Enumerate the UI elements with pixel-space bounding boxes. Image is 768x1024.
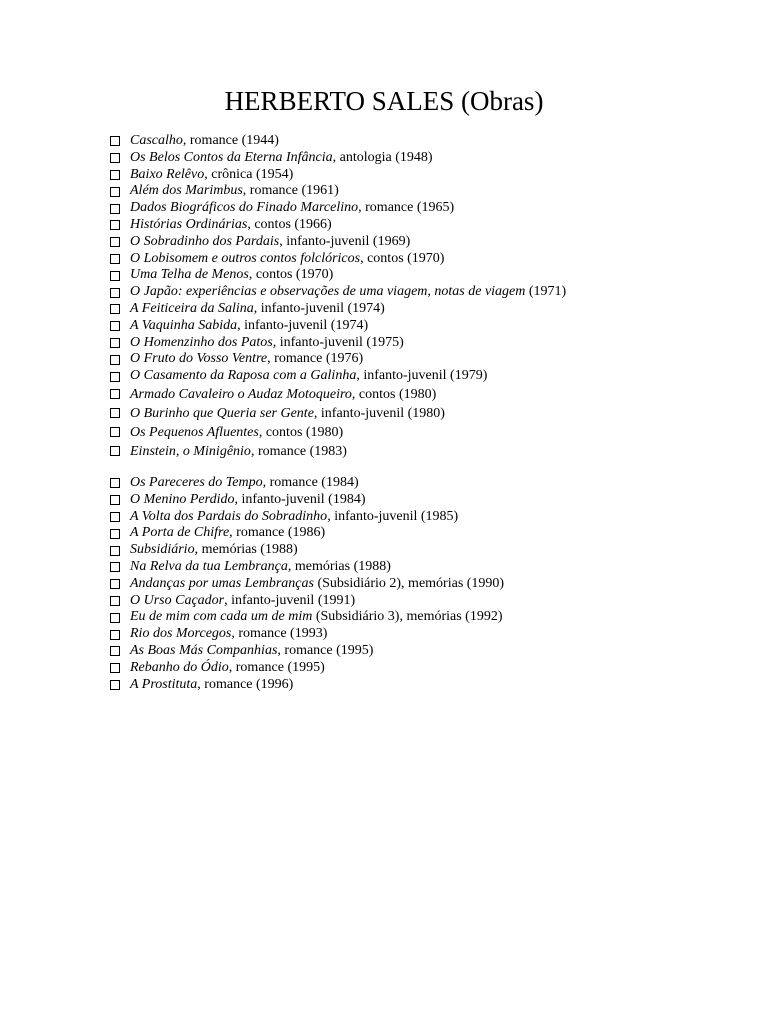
- list-item: [110, 351, 750, 368]
- work-title: O Fruto do Vosso Ventre: [130, 351, 268, 367]
- work-title: Histórias Ordinárias: [130, 216, 248, 232]
- checkbox-bullet-icon: [110, 680, 120, 690]
- work-title: Baixo Relêvo: [130, 166, 205, 182]
- work-details: , romance (1996): [197, 676, 294, 692]
- checkbox-bullet-icon: [110, 304, 120, 314]
- work-details: , contos (1966): [247, 216, 332, 232]
- checkbox-bullet-icon: [110, 220, 120, 230]
- work-details: , infanto-juvenil (1985): [327, 508, 459, 524]
- checkbox-bullet-icon: [110, 170, 120, 180]
- work-title: O Menino Perdido: [130, 491, 235, 507]
- checkbox-bullet-icon: [110, 408, 120, 418]
- work-title: A Porta de Chifre: [130, 525, 230, 541]
- list-item: [110, 475, 750, 492]
- checkbox-bullet-icon: [110, 427, 120, 437]
- list-item: [110, 593, 750, 610]
- work-title: Dados Biográficos do Finado Marcelino: [130, 200, 359, 216]
- work-details: , romance (1995): [277, 642, 374, 658]
- list-item: [110, 525, 750, 542]
- work-title: O Lobisomem e outros contos folclóricos: [130, 250, 361, 266]
- work-details: , antologia (1948): [332, 149, 433, 165]
- work-details: , contos (1970): [248, 267, 334, 283]
- work-details: , romance (1944): [182, 133, 279, 148]
- list-item: [110, 167, 750, 184]
- list-item: [110, 183, 750, 200]
- work-title: Andanças por umas Lembranças: [130, 575, 314, 591]
- checkbox-bullet-icon: [110, 646, 120, 656]
- work-title: O Casamento da Raposa com a Galinha: [130, 368, 357, 384]
- work-details: , romance (1965): [358, 200, 455, 216]
- list-item: [110, 133, 750, 150]
- list-item: [110, 318, 750, 335]
- work-title: O Burinho que Queria ser Gente: [130, 405, 314, 421]
- list-item: [110, 251, 750, 268]
- list-item: [110, 267, 750, 284]
- work-title: O Sobradinho dos Pardais: [130, 233, 280, 249]
- list-item: [110, 542, 750, 559]
- list-item: [110, 626, 750, 643]
- checkbox-bullet-icon: [110, 372, 120, 382]
- checkbox-bullet-icon: [110, 529, 120, 539]
- work-details: , contos (1980): [351, 386, 437, 402]
- checkbox-bullet-icon: [110, 613, 120, 623]
- work-title: Subsidiário: [130, 542, 195, 558]
- list-item: [110, 200, 750, 217]
- checkbox-bullet-icon: [110, 355, 120, 365]
- checkbox-bullet-icon: [110, 153, 120, 163]
- list-item: [110, 643, 750, 660]
- list-item: [110, 301, 750, 318]
- work-title: Rio dos Morcegos: [130, 626, 232, 642]
- work-title: Einstein, o Minigênio: [130, 443, 251, 459]
- work-title: A Volta dos Pardais do Sobradinho: [130, 508, 328, 524]
- checkbox-bullet-icon: [110, 579, 120, 589]
- list-item: [110, 217, 750, 234]
- work-details: , infanto-juvenil (1974): [237, 317, 369, 333]
- work-details: , infanto-juvenil (1991): [224, 592, 356, 608]
- work-title: Rebanho do Ódio: [130, 659, 229, 675]
- list-item: [110, 660, 750, 677]
- list-item: [110, 423, 750, 442]
- checkbox-bullet-icon: [110, 546, 120, 556]
- checkbox-bullet-icon: [110, 254, 120, 264]
- checkbox-bullet-icon: [110, 338, 120, 348]
- work-title: Os Belos Contos da Eterna Infância: [130, 149, 333, 165]
- checkbox-bullet-icon: [110, 630, 120, 640]
- work-title: Os Pareceres do Tempo: [130, 474, 263, 490]
- work-title: Na Relva da tua Lembrança: [130, 558, 288, 574]
- work-details: , romance (1983): [250, 443, 347, 459]
- list-item: [110, 385, 750, 404]
- work-title: O Homenzinho dos Patos: [130, 334, 273, 350]
- work-details: , romance (1976): [267, 351, 364, 367]
- list-item: [110, 509, 750, 526]
- checkbox-bullet-icon: [110, 237, 120, 247]
- work-details: (Subsidiário 2), memórias (1990): [313, 575, 505, 591]
- checkbox-bullet-icon: [110, 288, 120, 298]
- work-title: Eu de mim com cada um de mim: [130, 609, 313, 625]
- work-details: , contos (1980): [258, 424, 344, 440]
- checkbox-bullet-icon: [110, 562, 120, 572]
- list-item: [110, 442, 750, 461]
- work-title: Armado Cavaleiro o Audaz Motoqueiro: [130, 386, 352, 402]
- work-details: (Subsidiário 3), memórias (1992): [312, 609, 503, 625]
- checkbox-bullet-icon: [110, 495, 120, 505]
- checkbox-bullet-icon: [110, 187, 120, 197]
- work-title: Além dos Marimbus: [130, 183, 243, 199]
- checkbox-bullet-icon: [110, 478, 120, 488]
- checkbox-bullet-icon: [110, 389, 120, 399]
- work-details: , crônica (1954): [204, 166, 294, 182]
- work-title: A Vaquinha Sabida: [130, 317, 238, 333]
- work-title: As Boas Más Companhias: [130, 642, 278, 658]
- work-details: , infanto-juvenil (1984): [234, 491, 366, 507]
- list-item: [110, 576, 750, 593]
- checkbox-bullet-icon: [110, 446, 120, 456]
- work-title: Uma Telha de Menos: [130, 267, 249, 283]
- list-item: [110, 559, 750, 576]
- work-details: , romance (1986): [229, 525, 326, 541]
- work-details: , infanto-juvenil (1969): [279, 233, 411, 249]
- list-item: [110, 234, 750, 251]
- work-details: , romance (1961): [242, 183, 339, 199]
- checkbox-bullet-icon: [110, 271, 120, 281]
- work-details: , romance (1995): [228, 659, 325, 675]
- work-details: , infanto-juvenil (1975): [272, 334, 404, 350]
- work-title: O Urso Caçador: [130, 592, 225, 608]
- work-title: Os Pequenos Afluentes: [130, 424, 259, 440]
- list-item: [110, 677, 750, 694]
- list-item: [110, 150, 750, 167]
- page-title: HERBERTO SALES (Obras): [224, 86, 544, 116]
- checkbox-bullet-icon: [110, 663, 120, 673]
- work-title: O Japão: experiências e observações de uma viagem, notas de viagem: [130, 284, 526, 300]
- list-item: [110, 609, 750, 626]
- work-details: , romance (1993): [231, 626, 328, 642]
- works-list: [110, 133, 750, 693]
- work-details: (1971): [525, 284, 567, 300]
- work-details: , memórias (1988): [194, 542, 298, 558]
- work-details: , memórias (1988): [287, 558, 391, 574]
- work-details: , infanto-juvenil (1979): [356, 368, 488, 384]
- work-details: , infanto-juvenil (1974): [253, 300, 385, 316]
- list-item: [110, 335, 750, 352]
- work-details: , contos (1970): [360, 250, 445, 266]
- list-item: [110, 284, 750, 301]
- work-title: A Feiticeira da Salina: [130, 300, 254, 316]
- work-title: A Prostituta: [130, 676, 198, 692]
- checkbox-bullet-icon: [110, 596, 120, 606]
- work-details: , romance (1984): [262, 474, 359, 490]
- checkbox-bullet-icon: [110, 136, 120, 146]
- list-item: [110, 404, 750, 423]
- list-item: [110, 492, 750, 509]
- list-item: [110, 368, 750, 385]
- work-title: Cascalho: [130, 133, 183, 148]
- work-details: , infanto-juvenil (1980): [313, 405, 445, 421]
- checkbox-bullet-icon: [110, 512, 120, 522]
- checkbox-bullet-icon: [110, 204, 120, 214]
- checkbox-bullet-icon: [110, 321, 120, 331]
